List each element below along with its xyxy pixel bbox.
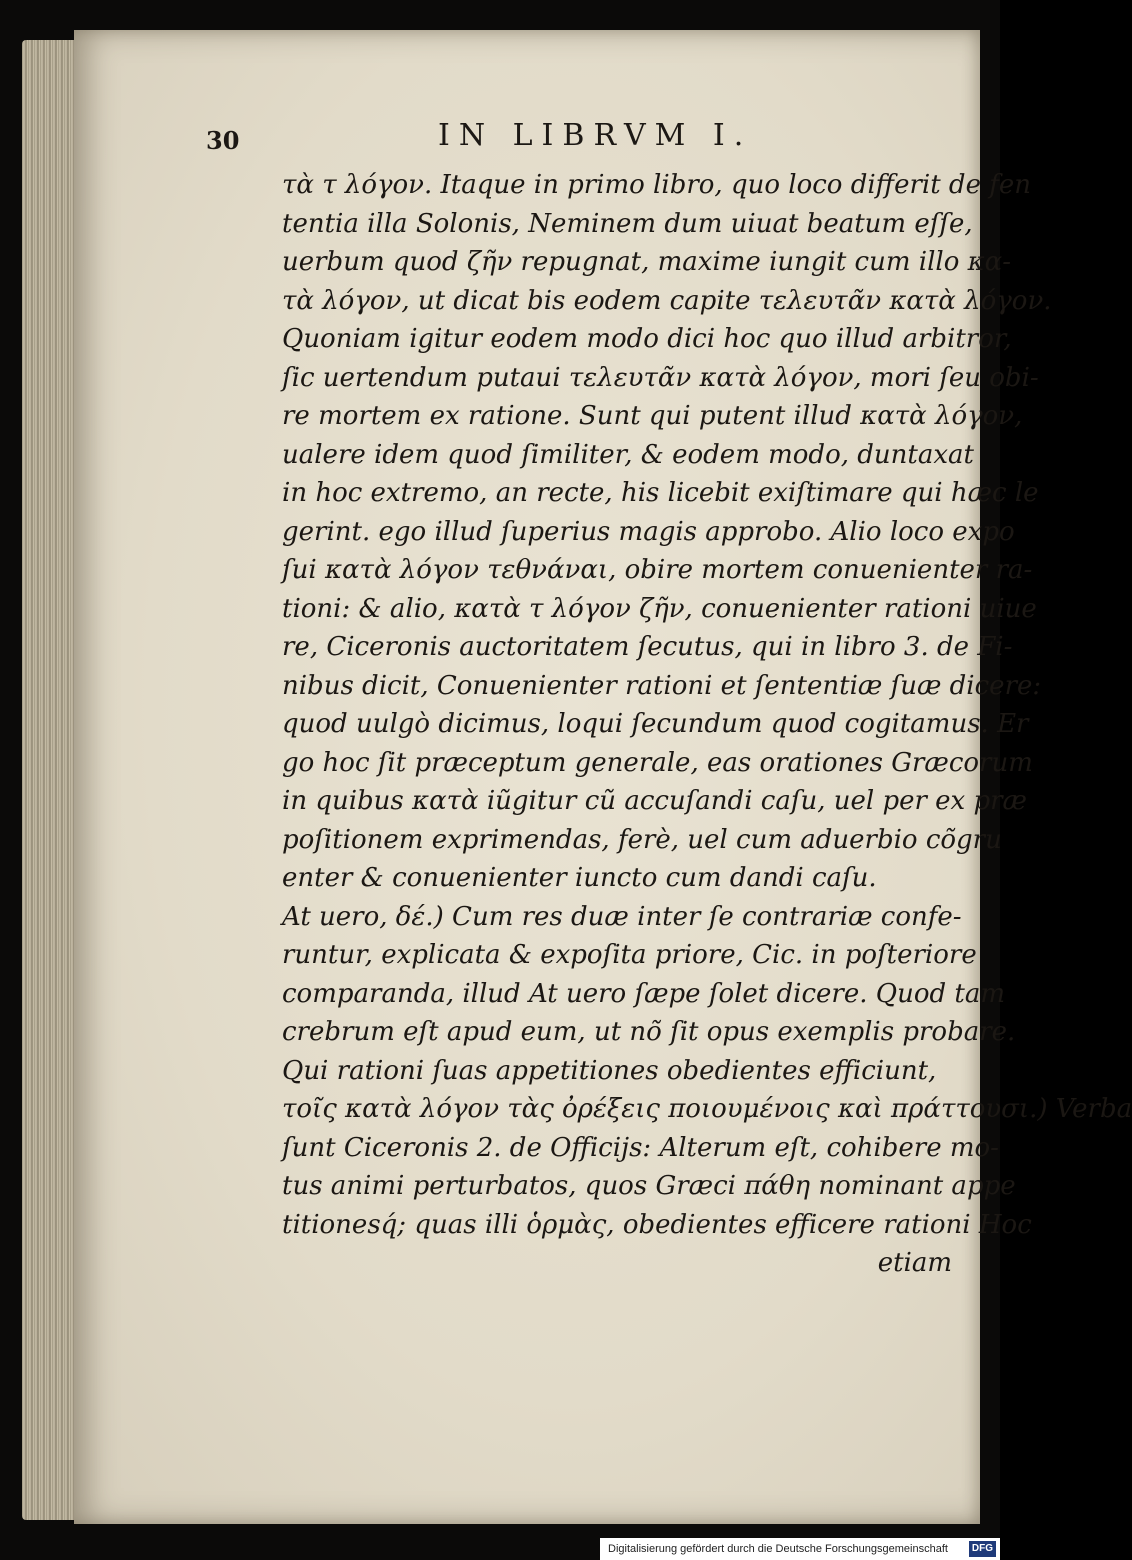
- text-line: quod uulgò dicimus, loqui ſecundum quod cogitamus. Er: [282, 709, 1029, 739]
- text-line: nibus dicit, Conuenienter rationi et ſententiæ ſuæ dicere:: [282, 670, 1042, 701]
- text-line: poſitionem exprimendas, ferè, uel cum aduerbio cõgru: [282, 824, 1002, 855]
- text-line: crebrum eſt apud eum, ut nõ ſit opus exemplis probare.: [282, 1017, 1016, 1047]
- text-line: titionesq́; quas illi ὁρμὰς, obedientes efficere rationi Hoc: [282, 1209, 1032, 1240]
- text-line: runtur, explicata & expoſita priore, Cic. in poſteriore: [282, 940, 977, 970]
- text-line: τοῖς κατὰ λόγον τὰς ὀρέξεις ποιουμένοις καὶ πράττουσι.) Verba: [282, 1094, 1132, 1124]
- footer-credit: Digitalisierung gefördert durch die Deutsche Forschungsgemeinschaft: [608, 1543, 948, 1555]
- text-line: tioni: & alio, κατὰ τ λόγον ζῆν, conuenienter rationi uiue: [282, 593, 1037, 624]
- text-line: go hoc ſit præceptum generale, eas orationes Græcorum: [282, 747, 1033, 778]
- text-line: ſunt Ciceronis 2. de Officijs: Alterum eſt, cohibere mo-: [282, 1132, 999, 1163]
- text-line: At uero, δέ.) Cum res duæ inter ſe contrariæ confe-: [282, 901, 962, 932]
- text-line: re, Ciceronis auctoritatem ſecutus, qui in libro 3. de Fi-: [282, 632, 1013, 662]
- text-line: in hoc extremo, an recte, his licebit exiſtimare qui hæc le: [282, 478, 1039, 508]
- catchword: etiam: [877, 1248, 952, 1278]
- text-line: enter & conuenienter iuncto cum dandi caſu.: [282, 863, 877, 893]
- book-page-edges: [22, 40, 80, 1520]
- text-line: ſic uertendum putaui τελευτᾶν κατὰ λόγον, mori ſeu obi-: [282, 362, 1039, 393]
- text-line: Qui rationi ſuas appetitiones obedientes efficiunt,: [282, 1055, 937, 1086]
- text-line: tentia illa Solonis, Neminem dum uiuat beatum eſſe,: [282, 208, 973, 239]
- text-line: ualere idem quod ſimiliter, & eodem modo, duntaxat: [282, 439, 974, 470]
- text-line: in quibus κατὰ iũgitur cũ accuſandi caſu, uel per ex præ: [282, 786, 1027, 816]
- text-line: τὰ τ λόγον. Itaque in primo libro, quo loco differit de fen: [282, 170, 1031, 200]
- page-number: 30: [206, 126, 240, 155]
- dfg-logo-icon: DFG: [969, 1541, 996, 1557]
- text-line: comparanda, illud At uero ſæpe ſolet dicere. Quod tam: [282, 978, 1005, 1009]
- text-line: gerint. ego illud ſuperius magis approbo. Alio loco expo: [282, 516, 1015, 547]
- body-text: [282, 166, 1132, 1283]
- text-line: re mortem ex ratione. Sunt qui putent illud κατὰ λόγον,: [282, 401, 1023, 431]
- text-line: τὰ λόγον, ut dicat bis eodem capite τελευτᾶν κατὰ λόγον.: [282, 285, 1052, 316]
- text-line: uerbum quod ζῆν repugnat, maxime iungit cum illo κα-: [282, 247, 1012, 277]
- text-line: ſui κατὰ λόγον τεθνάναι, obire mortem conuenienter ra-: [282, 555, 1033, 585]
- page-header: [206, 112, 806, 156]
- running-title: IN LIBRVM I.: [438, 118, 753, 153]
- digitization-footer: [600, 1538, 1000, 1560]
- text-line: tus animi perturbatos, quos Græci πάθη nominant appe: [282, 1171, 1016, 1201]
- text-line: Quoniam igitur eodem modo dici hoc quo illud arbitror,: [282, 324, 1012, 354]
